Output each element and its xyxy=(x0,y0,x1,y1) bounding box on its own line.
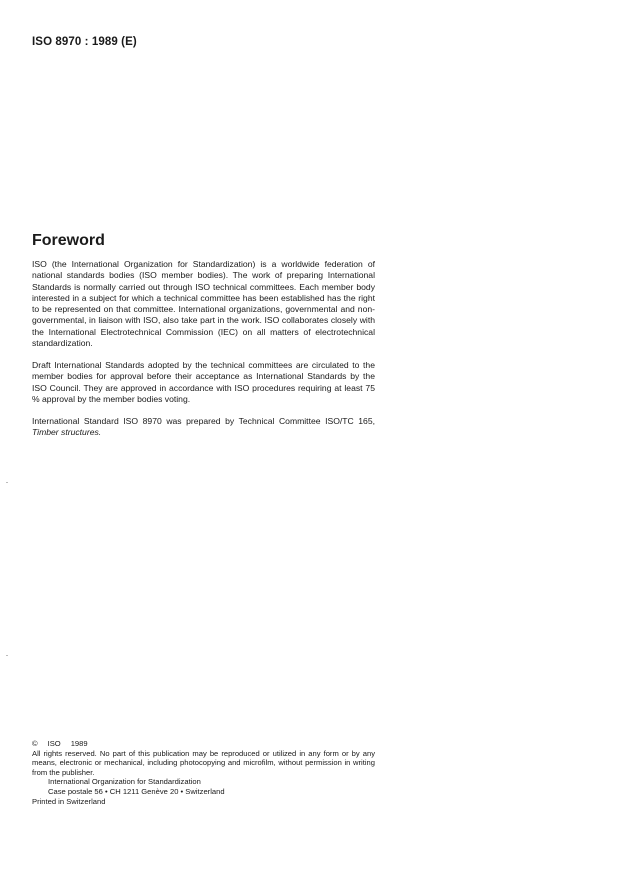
foreword-title: Foreword xyxy=(32,232,105,249)
printed-in: Printed in Switzerland xyxy=(32,796,106,806)
prepared-by-text: International Standard ISO 8970 was prepared by Technical Committee ISO/TC 165, xyxy=(32,416,375,426)
copyright-symbol: © xyxy=(32,739,38,748)
copyright-org: ISO xyxy=(47,739,61,748)
copyright-year: 1989 xyxy=(70,739,88,748)
copyright-line xyxy=(32,739,375,749)
paragraph-iso-intro: ISO (the International Organization for Standardization) is a worldwide federation of national standards bodies (ISO member bodies). The work of preparing International Standards is normally carried out through ISO technical committees. Each member body interested in a subject for which a technical committee has been established has the right to be represented on that committee. International organizations, governmental and non-governmental, in liaison with ISO, also take part in the work. ISO collaborates closely with the International Electrotechnical Commission (IEC) on all matters of electrotechnical standardization. xyxy=(32,259,375,348)
rights-statement: All rights reserved. No part of this publication may be reproduced or utilized in any form or by any means, electronic or mechanical, including photocopying and microfilm, without permission in writing from the publisher. xyxy=(32,748,375,777)
org-name: International Organization for Standardization xyxy=(48,777,201,787)
copyright-footer xyxy=(32,739,375,806)
committee-title: Timber structures. xyxy=(32,427,102,438)
document-header: ISO 8970 : 1989 (E) xyxy=(32,36,137,48)
foreword-body xyxy=(32,259,375,450)
paragraph-prepared-by xyxy=(32,416,375,439)
org-address: Case postale 56 • CH 1211 Genève 20 • Switzerland xyxy=(48,786,225,796)
scan-mark xyxy=(6,482,8,483)
scan-mark xyxy=(6,655,8,656)
paragraph-draft-standards: Draft International Standards adopted by the technical committees are circulated to the member bodies for approval before their acceptance as International Standards by the ISO Council. They are approved in accordance with ISO procedures requiring at least 75 % approval by the member bodies voting. xyxy=(32,360,375,404)
